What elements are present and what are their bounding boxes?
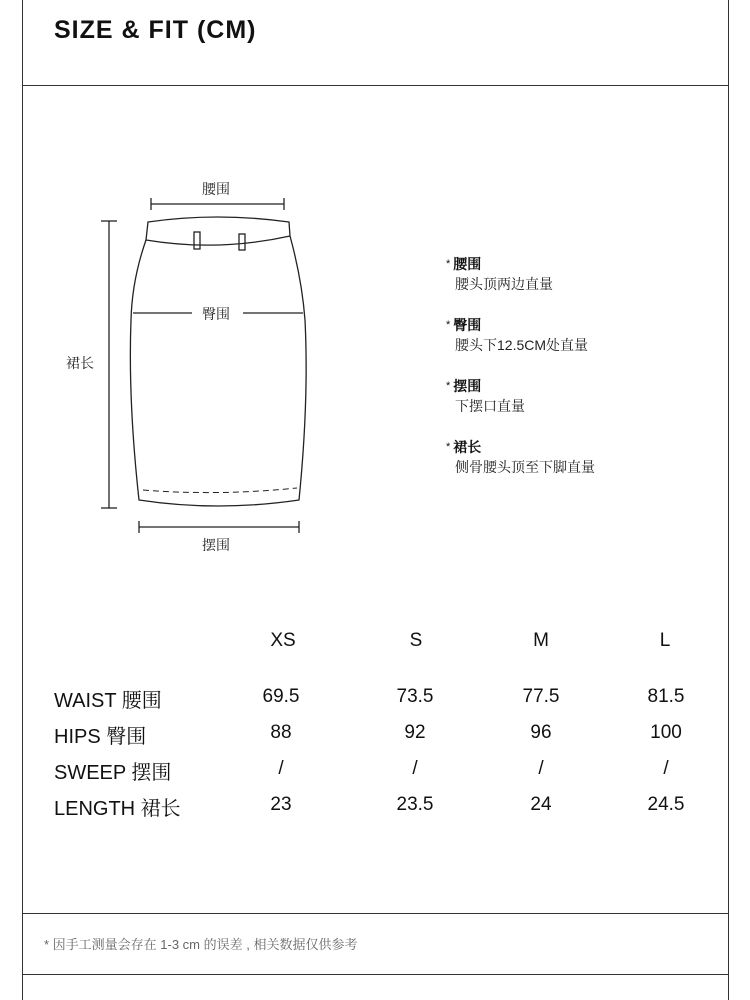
measurement-disclaimer: * 因手工测量会存在 1-3 cm 的误差 , 相关数据仅供参考 (44, 937, 358, 952)
note-star: * (446, 380, 451, 392)
table-cell: 100 (650, 722, 682, 743)
waist-label: 腰围 (202, 181, 230, 197)
note-sweep (446, 376, 706, 416)
size-header-xs: XS (270, 630, 296, 651)
table-cell: / (278, 758, 284, 779)
row-label-length: LENGTH 裙长 (54, 798, 181, 820)
table-cell: 23.5 (396, 794, 434, 815)
table-cell: 96 (530, 722, 552, 743)
table-cell: 77.5 (522, 686, 560, 707)
table-cell: 23 (270, 794, 292, 815)
row-label-waist: WAIST 腰围 (54, 690, 162, 712)
note-desc: 下摆口直量 (455, 398, 525, 414)
note-term: 臀围 (453, 317, 482, 333)
table-cell: 88 (270, 722, 292, 743)
note-desc: 腰头下12.5CM处直量 (455, 337, 589, 353)
note-waist (446, 254, 706, 294)
size-header-l: L (659, 630, 671, 651)
table-cell: 24.5 (647, 794, 685, 815)
table-cell: 69.5 (262, 686, 300, 707)
note-term: 裙长 (453, 439, 482, 455)
row-label-hips: HIPS 臀围 (54, 726, 147, 748)
note-desc: 侧骨腰头顶至下脚直量 (455, 459, 595, 475)
table-cell: / (538, 758, 544, 779)
note-desc: 腰头顶两边直量 (455, 276, 553, 292)
note-hips (446, 315, 706, 355)
note-term: 腰围 (453, 256, 482, 272)
note-star: * (446, 319, 451, 331)
table-cell: / (663, 758, 669, 779)
hips-label: 臀围 (202, 306, 230, 322)
note-star: * (446, 441, 451, 453)
size-header-m: M (533, 630, 549, 651)
table-cell: 73.5 (396, 686, 434, 707)
note-length (446, 437, 706, 477)
page-title: SIZE & FIT (CM) (54, 16, 257, 44)
measurement-notes (446, 254, 706, 498)
table-cell: / (412, 758, 418, 779)
table-cell: 81.5 (647, 686, 685, 707)
note-term: 摆围 (453, 378, 482, 394)
sweep-label: 摆围 (202, 537, 230, 553)
table-cell: 24 (530, 794, 552, 815)
size-header-s: S (409, 630, 423, 651)
note-star: * (446, 258, 451, 270)
row-label-sweep: SWEEP 摆围 (54, 762, 172, 784)
table-cell: 92 (404, 722, 426, 743)
length-label: 裙长 (66, 355, 94, 371)
